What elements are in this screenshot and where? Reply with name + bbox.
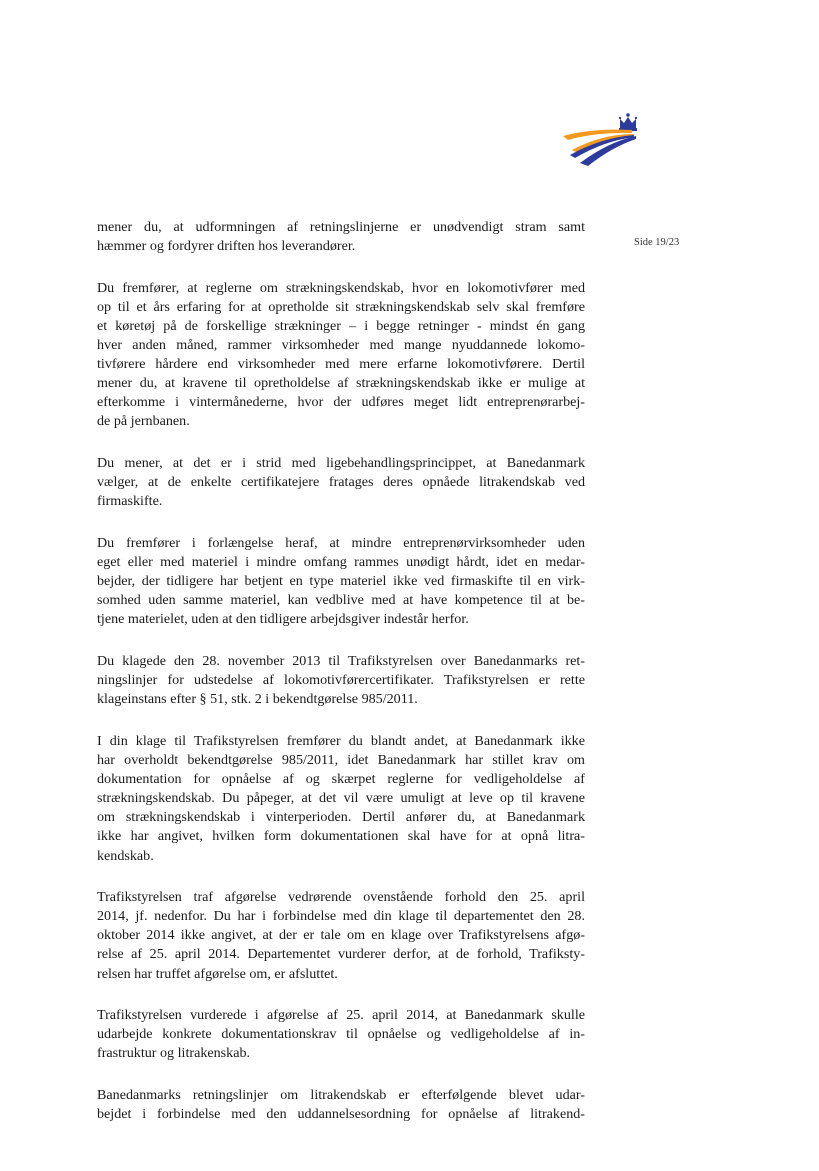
- text-line: ningslinjer for udstedelse af lokomotivførercertifikater. Trafikstyrelsen er rette: [97, 672, 585, 689]
- text-line: bejder, der tidligere har betjent en type materiel ikke ved firmaskifte til en virk-: [97, 573, 585, 590]
- text-line: 2014, jf. nedenfor. Du har i forbindelse med din klage til departementet den 28.: [97, 908, 585, 925]
- text-line: strækningskendskab. Du påpeger, at det vil være umuligt at leve op til kravene: [97, 790, 585, 807]
- text-line: I din klage til Trafikstyrelsen fremfører du blandt andet, at Banedanmark ikke: [97, 732, 585, 749]
- paragraph: [97, 454, 585, 511]
- text-line: eget eller med materiel i mindre omfang rammes unødigt hårdt, idet en medar-: [97, 554, 585, 571]
- text-line: Banedanmarks retningslinjer om litrakendskab er efterfølgende blevet udar-: [97, 1087, 585, 1104]
- text-line: udarbejde konkrete dokumentationskrav til opnåelse og vedligeholdelse af in-: [97, 1026, 585, 1043]
- letter-body: [97, 218, 585, 1147]
- text-line: vælger, at de enkelte certifikatejere fratages deres opnåede litrakendskab ved: [97, 474, 585, 491]
- text-line: hver anden måned, rammer virksomheder med mange nyuddannede lokomo-: [97, 337, 585, 354]
- text-line: de på jernbanen.: [97, 413, 190, 430]
- paragraph: [97, 279, 585, 432]
- paragraph: [97, 1006, 585, 1063]
- text-line: kendskab.: [97, 847, 154, 864]
- text-line: Trafikstyrelsen vurderede i afgørelse af 25. april 2014, at Banedanmark skulle: [97, 1007, 585, 1024]
- text-line: tivførere hårdere end virksomheder med mere erfarne lokomotivførere. Dertil: [97, 356, 585, 373]
- page-number: Side 19/23: [634, 237, 680, 248]
- track-swoosh-icon: [563, 130, 636, 166]
- text-line: har overholdt bekendtgørelse 985/2011, idet Banedanmark har stillet krav om: [97, 752, 585, 769]
- paragraph: [97, 534, 585, 629]
- text-line: relse af 25. april 2014. Departementet vurderer derfor, at de forhold, Trafiksty-: [97, 946, 585, 963]
- text-line: Du fremfører i forlængelse heraf, at mindre entreprenørvirksomheder uden: [97, 535, 585, 551]
- text-line: mener du, at kravene til opretholdelse af strækningskendskab ikke er mulige at: [97, 375, 585, 392]
- text-line: Du klagede den 28. november 2013 til Trafikstyrelsen over Banedanmarks ret-: [97, 653, 585, 670]
- text-line: dokumentation for opnåelse af og skærpet reglerne for vedligeholdelse af: [97, 771, 585, 788]
- paragraph: [97, 218, 585, 256]
- text-line: frastruktur og litrakenskab.: [97, 1045, 251, 1062]
- text-line: om strækningskendskab i vinterperioden. Dertil anfører du, at Banedanmark: [97, 809, 585, 826]
- text-line: bejdet i forbindelse med den uddannelsesordning for opnåelse af litrakend-: [97, 1106, 585, 1123]
- text-line: Trafikstyrelsen traf afgørelse vedrørende ovenstående forhold den 25. april: [97, 889, 585, 906]
- paragraph: [97, 1086, 585, 1124]
- text-line: ikke har angivet, hvilken form dokumentationen skal have for at opnå litra-: [97, 828, 585, 845]
- paragraph: [97, 652, 585, 709]
- paragraph: [97, 888, 585, 983]
- text-line: klageinstans efter § 51, stk. 2 i bekendtgørelse 985/2011.: [97, 691, 418, 708]
- text-line: hæmmer og fordyrer driften hos leverandører.: [97, 238, 356, 255]
- paragraph: [97, 732, 585, 866]
- crown-icon: [619, 113, 637, 131]
- text-line: efterkomme i vintermånederne, hvor der udføres meget lidt entreprenørarbej-: [97, 394, 585, 411]
- text-line: oktober 2014 ikke angivet, at der er tale om en klage over Trafikstyrelsens afgø-: [97, 927, 585, 944]
- text-line: relsen har truffet afgørelse om, er afsluttet.: [97, 965, 338, 982]
- text-line: somhed uden samme materiel, kan vedblive med at have kompetence til at be-: [97, 592, 585, 609]
- text-line: firmaskifte.: [97, 493, 163, 510]
- text-line: et køretøj på de forskellige strækninger – i begge retninger - mindst én gang: [97, 317, 585, 334]
- text-line: tjene materielet, uden at den tidligere arbejdsgiver indestår herfor.: [97, 611, 469, 628]
- text-line: Du mener, at det er i strid med ligebehandlingsprincippet, at Banedanmark: [97, 455, 585, 472]
- text-line: Du fremfører, at reglerne om strækningskendskab, hvor en lokomotivfører med: [97, 279, 585, 296]
- text-line: op til et års erfaring for at opretholde sit strækningskendskab selv skal fremføre: [97, 298, 585, 315]
- text-line: mener du, at udformningen af retningslinjerne er unødvendigt stram samt: [97, 219, 585, 235]
- banedanmark-logo: [560, 110, 645, 170]
